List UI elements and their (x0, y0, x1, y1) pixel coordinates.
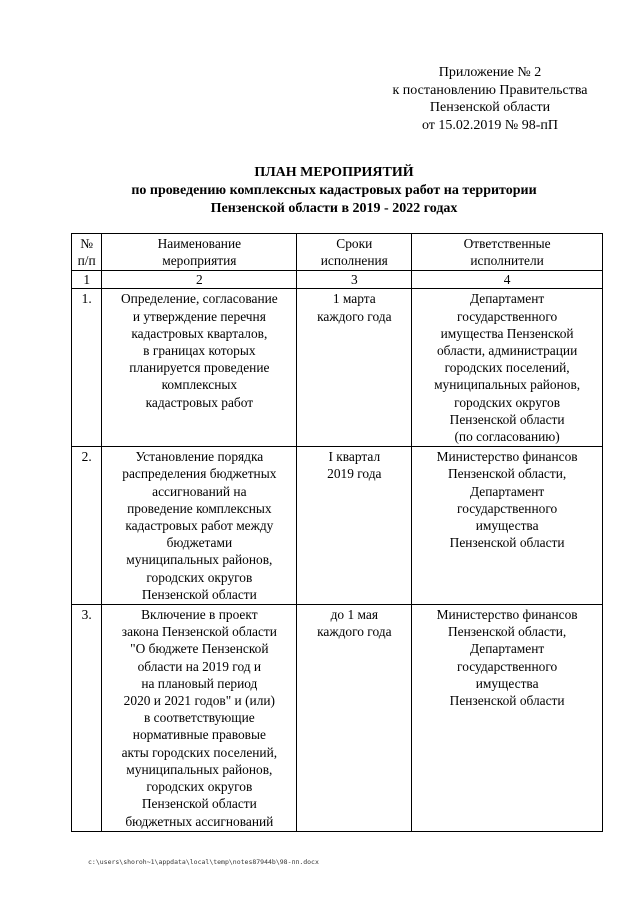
document-title (40, 164, 628, 218)
column-number: 2 (102, 271, 297, 289)
appendix-line: Пензенской области (429, 100, 551, 115)
header-term: Сроки исполнения (297, 234, 412, 271)
row-number: 1. (72, 289, 102, 447)
table-header-row (72, 234, 603, 271)
plan-table (71, 233, 603, 832)
term-cell: до 1 мая каждого года (297, 605, 412, 832)
table-row (72, 605, 603, 832)
column-number: 4 (412, 271, 603, 289)
column-number: 3 (297, 271, 412, 289)
title-line: ПЛАН МЕРОПРИЯТИЙ (254, 165, 414, 180)
appendix-line: от 15.02.2019 № 98-пП (421, 117, 559, 133)
header-executors: Ответственные исполнители (412, 234, 603, 271)
header-name: Наименование мероприятия (102, 234, 297, 271)
event-name-cell: Установление порядка распределения бюджетных ассигнований на проведение комплексных кадастровых работ между бюджетами муниципальных районов, городских округов Пензенской области (102, 447, 297, 605)
term-cell: I квартал 2019 года (297, 447, 412, 605)
term-cell: 1 марта каждого года (297, 289, 412, 447)
header-num: № п/п (72, 234, 102, 271)
table-row (72, 289, 603, 447)
title-line: по проведению комплексных кадастровых работ на территории (131, 183, 537, 198)
file-path-footer: c:\users\shoroh~1\appdata\local\temp\notes87944b\98-пп.docx (88, 858, 319, 866)
appendix-line: к постановлению Правительства (392, 82, 588, 98)
row-number: 2. (72, 447, 102, 605)
appendix-block (360, 64, 620, 134)
column-numbers-row (72, 271, 603, 289)
appendix-line: Приложение № 2 (438, 65, 542, 80)
executors-cell: Министерство финансов Пензенской области, Департамент государственного имущества Пензенской области (412, 605, 603, 832)
event-name-cell: Определение, согласование и утверждение перечня кадастровых кварталов, в границах которых планируется проведение комплексных кадастровых работ (102, 289, 297, 447)
row-number: 3. (72, 605, 102, 832)
event-name-cell: Включение в проект закона Пензенской области "О бюджете Пензенской области на 2019 год и на плановый период 2020 и 2021 годов" и (или) в соответствующие нормативные правовые акты городских поселений, муниципальных районов, городских округов Пензенской области бюджетных ассигнований (102, 605, 297, 832)
title-line: Пензенской области в 2019 - 2022 годах (210, 201, 458, 216)
executors-cell: Департамент государственного имущества Пензенской области, администрации городских поселений, муниципальных районов, городских округов Пензенской области (по согласованию) (412, 289, 603, 447)
column-number: 1 (72, 271, 102, 289)
executors-cell: Министерство финансов Пензенской области, Департамент государственного имущества Пензенской области (412, 447, 603, 605)
table-row (72, 447, 603, 605)
